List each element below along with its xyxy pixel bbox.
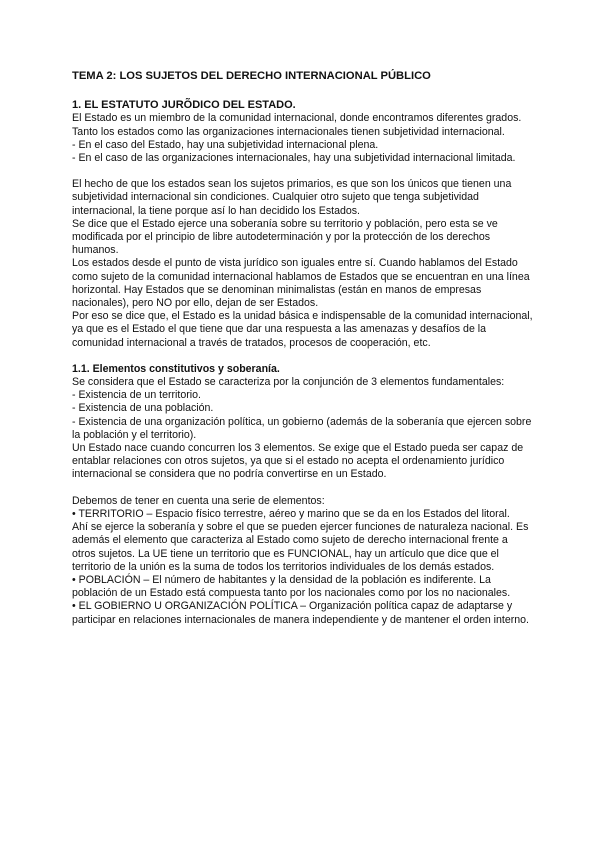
document-title: TEMA 2: LOS SUJETOS DEL DERECHO INTERNACIONAL PÚBLICO xyxy=(72,70,431,82)
list-item: - Existencia de una población. xyxy=(72,402,214,415)
paragraph: Un Estado nace cuando concurren los 3 elementos. Se exige que el Estado pueda ser capaz de entablar relaciones con otros sujetos, ya que si el estado no acepta el ordenamiento jurídico internacional se considera que no podría convertirse en un Estado. xyxy=(72,442,524,481)
list-item: - Existencia de una organización política, un gobierno (además de la soberanía que ejercen sobre la población y el territorio). xyxy=(72,415,532,441)
subsection-heading: 1.1. Elementos constitutivos y soberanía. xyxy=(72,362,280,375)
list-item: - Existencia de un territorio. xyxy=(72,389,201,402)
paragraph: Los estados desde el punto de vista jurídico son iguales entre sí. Cuando hablamos del Estado como sujeto de la comunidad internacional hablamos de Estados que se encuentran en una línea horizontal. Hay Estados que se denominan minimalistas (están en manos de empresas nacionales), pero NO por ello, dejan de ser Estados. xyxy=(72,257,530,310)
paragraph: Por eso se dice que, el Estado es la unidad básica e indispensable de la comunidad internacional, ya que es el Estado el que tiene que dar una respuesta a las amenazas y desafíos de la comunidad internacional a través de tratados, procesos de cooperación, etc. xyxy=(72,310,533,349)
paragraph: Ahí se ejerce la soberanía y sobre el que se pueden ejercer funciones de naturaleza nacional. Es además el elemento que caracteriza al Estado como sujeto de derecho internacional frente a otros sujetos. La UE tiene un territorio que es FUNCIONAL, hay un artículo que dice que el territorio de la unión es la suma de todos los territorios individuales de los demás estados. xyxy=(72,521,529,573)
spacer xyxy=(72,165,534,178)
spacer xyxy=(72,482,534,495)
bullet-item: • EL GOBIERNO U ORGANIZACIÓN POLÍTICA – Organización política capaz de adaptarse y participar en relaciones internacionales de manera independiente y de mantener el orden interno. xyxy=(72,600,530,626)
section-heading: 1. EL ESTATUTO JURÕDICO DEL ESTADO. xyxy=(72,99,296,112)
paragraph: El hecho de que los estados sean los sujetos primarios, es que son los únicos que tienen una subjetividad internacional sin condiciones. Cualquier otro sujeto que tenga subjetividad internacional, la tiene porque así lo han decidido los Estados. xyxy=(72,178,512,217)
document-page xyxy=(72,70,534,627)
list-item: - En el caso del Estado, hay una subjetividad internacional plena. xyxy=(72,138,379,151)
list-item: - En el caso de las organizaciones internacionales, hay una subjetividad internacional limitada. xyxy=(72,152,516,165)
bullet-item: • POBLACIÓN – El número de habitantes y la densidad de la población es indiferente. La población de un Estado está compuesta tanto por los nacionales como por los no nacionales. xyxy=(72,573,511,600)
paragraph: Se dice que el Estado ejerce una soberanía sobre su territorio y población, pero esta se ve modificada por el principio de libre autodeterminación y por la protección de los derechos humanos. xyxy=(72,217,498,257)
paragraph: El Estado es un miembro de la comunidad internacional, donde encontramos diferentes grados. Tanto los estados como las organizaciones internacionales tienen subjetividad internacional. xyxy=(72,112,522,138)
bullet-item: • TERRITORIO – Espacio físico terrestre, aéreo y marino que se da en los Estados del litoral. xyxy=(72,507,510,520)
spacer xyxy=(72,350,534,363)
paragraph: Debemos de tener en cuenta una serie de elementos: xyxy=(72,494,325,507)
paragraph: Se considera que el Estado se caracteriza por la conjunción de 3 elementos fundamentales: xyxy=(72,376,505,389)
